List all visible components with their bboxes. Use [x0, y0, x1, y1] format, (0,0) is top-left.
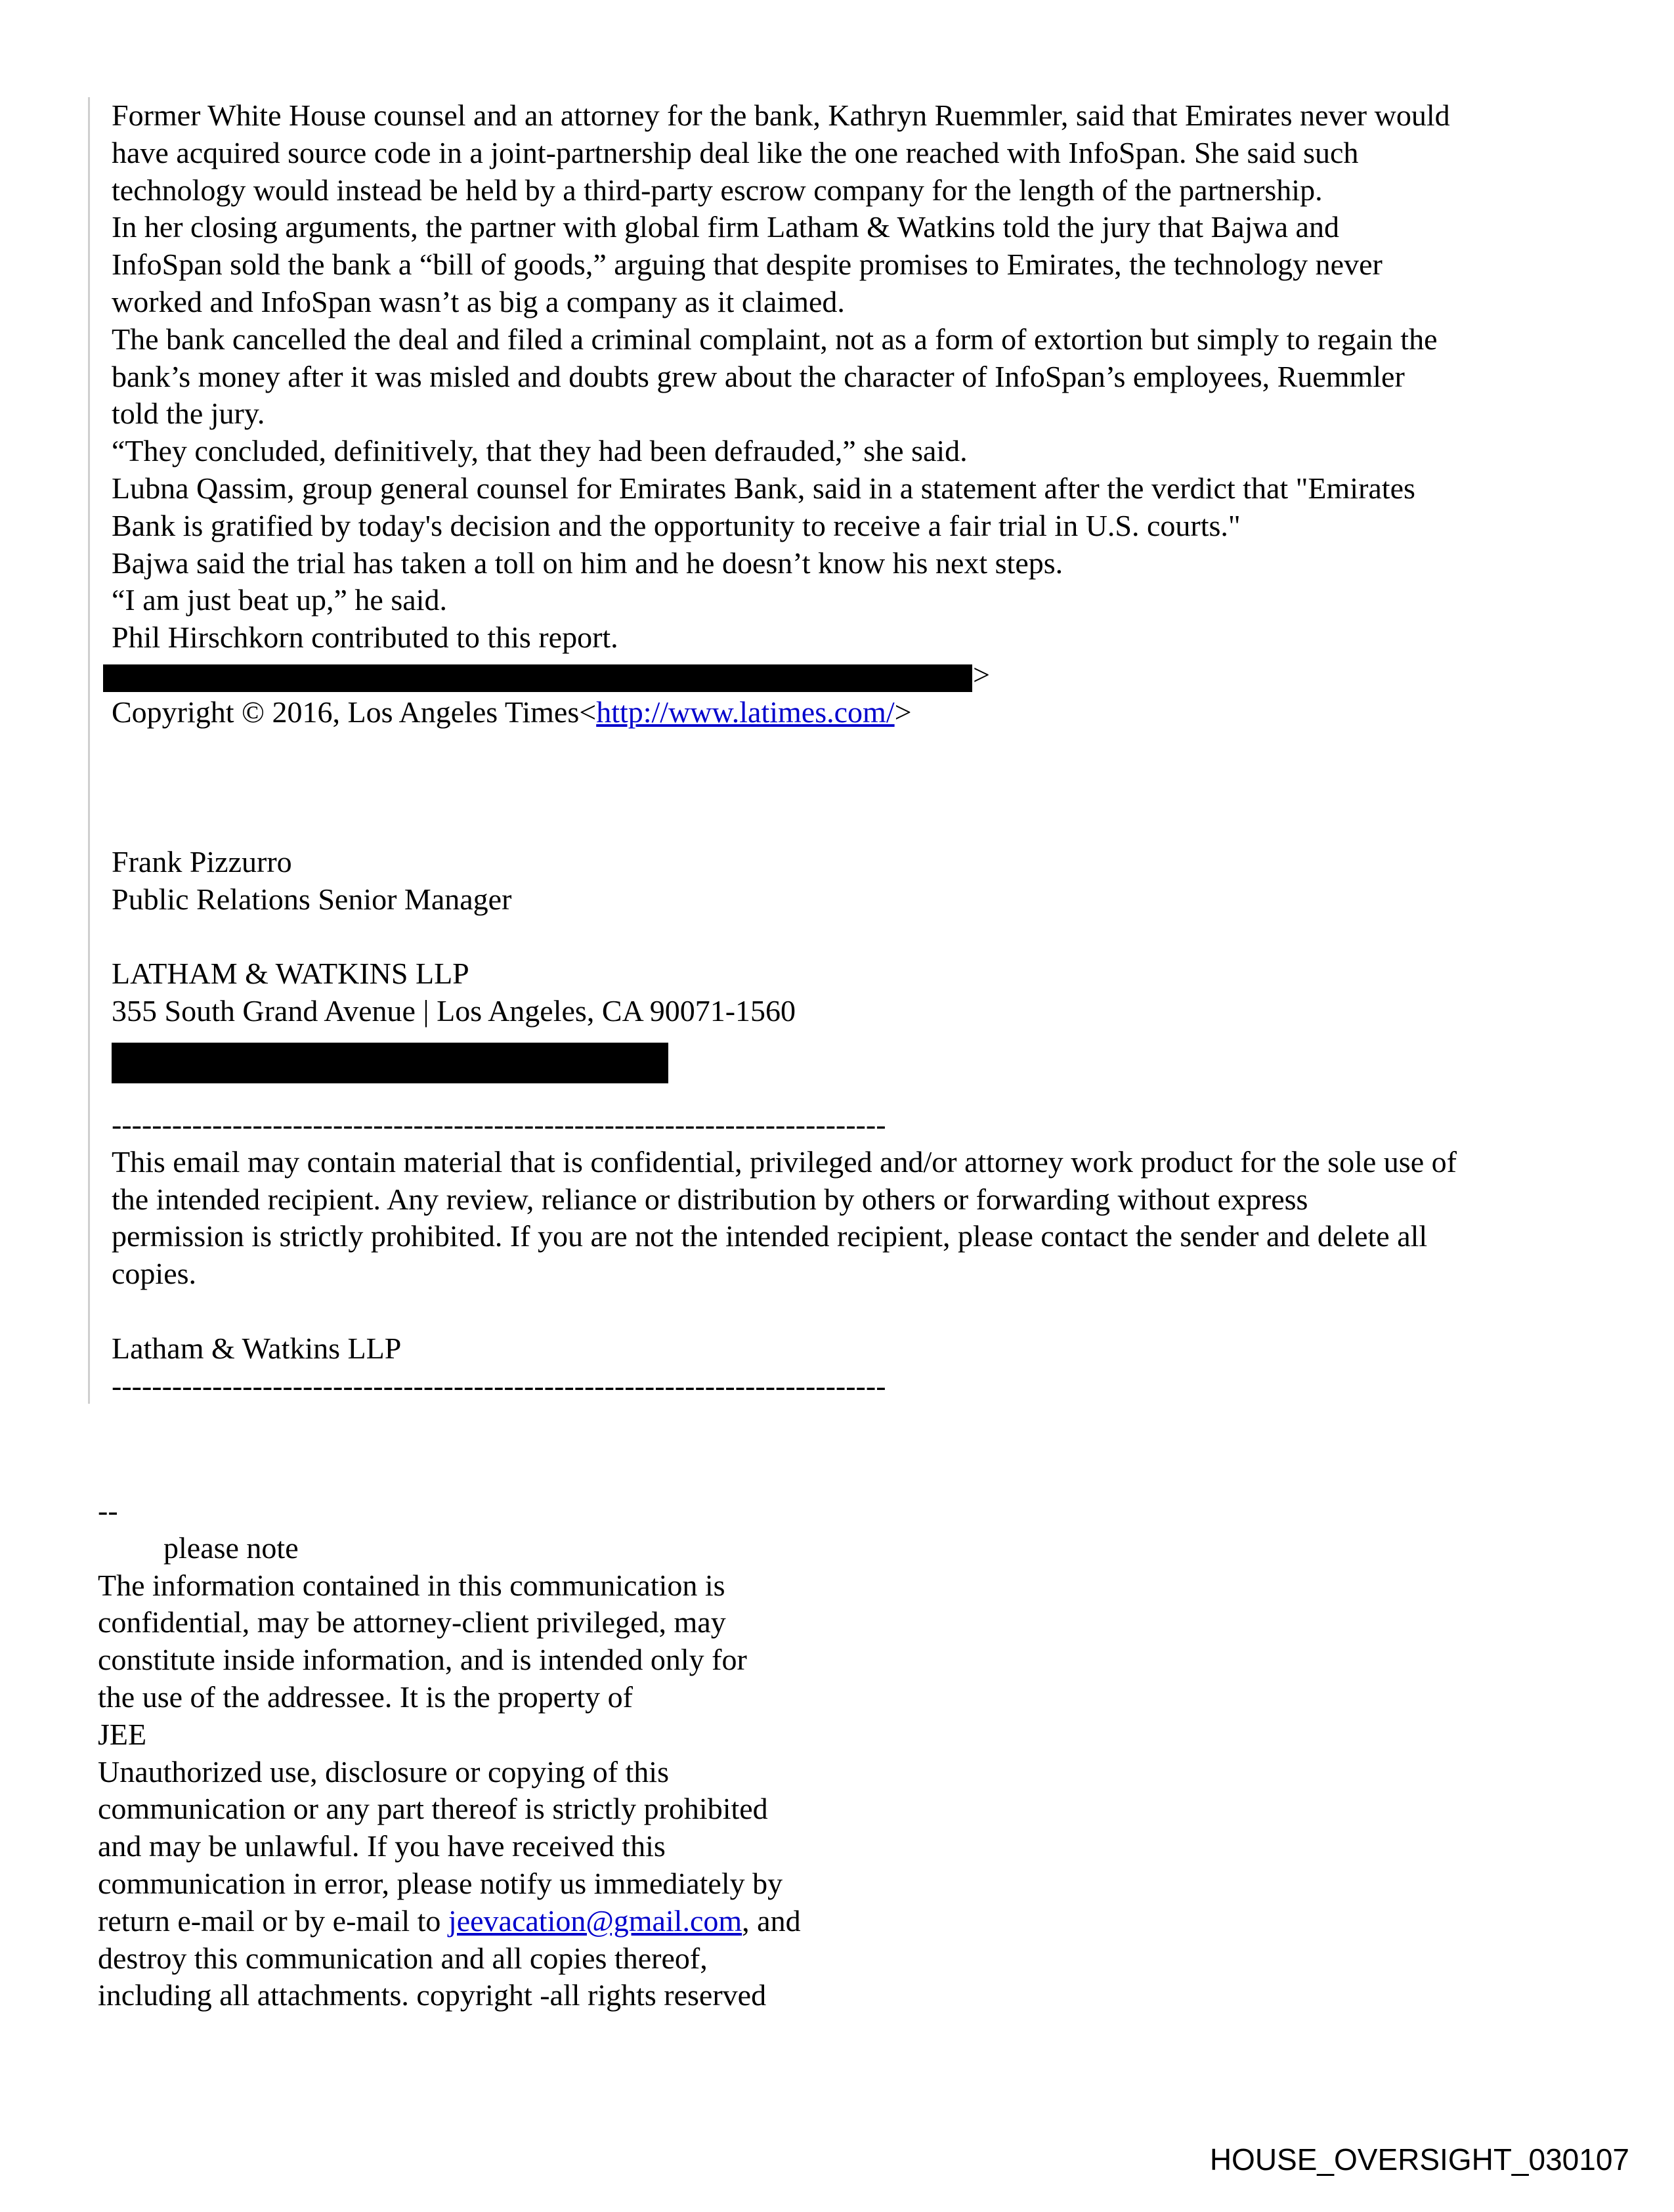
text-line: the intended recipient. Any review, reliance or distribution by others or forwarding without express [112, 1182, 1308, 1216]
redaction-box [112, 1043, 668, 1083]
text-line: In her closing arguments, the partner with global firm Latham & Watkins told the jury that Bajwa and [112, 210, 1339, 244]
signature-address: 355 South Grand Avenue | Los Angeles, CA 90071-1560 [112, 994, 796, 1028]
copyright-suffix: > [894, 695, 912, 729]
copyright-line [112, 694, 1450, 731]
text-line: communication or any part thereof is strictly prohibited [98, 1792, 768, 1826]
bates-number: HOUSE_OVERSIGHT_030107 [1209, 2142, 1629, 2177]
signature-name: Frank Pizzurro [112, 845, 292, 878]
text-line: including all attachments. copyright -all rights reserved [98, 1978, 767, 2012]
text-line: technology would instead be held by a third-party escrow company for the length of the partnership. [112, 173, 1323, 207]
text-line: Unauthorized use, disclosure or copying of this [98, 1754, 669, 1789]
text-line: worked and InfoSpan wasn’t as big a company as it claimed. [112, 284, 845, 318]
text-line: The bank cancelled the deal and filed a criminal complaint, not as a form of extortion but simply to regain the [112, 322, 1438, 356]
text-line: the use of the addressee. It is the property of [98, 1680, 633, 1714]
email-line [98, 1903, 801, 1940]
text-line: Bank is gratified by today's decision and the opportunity to receive a fair trial in U.S. courts." [112, 508, 1241, 542]
email-suffix: , and [742, 1903, 801, 1938]
latimes-link[interactable]: http://www.latimes.com/ [596, 695, 895, 729]
text-line: Former White House counsel and an attorney for the bank, Kathryn Ruemmler, said that Emirates never would [112, 98, 1450, 132]
signature-separator: -- [98, 1494, 118, 1527]
text-line: bank’s money after it was misled and doubts grew about the character of InfoSpan’s employees, Ruemmler [112, 359, 1405, 393]
signature-title: Public Relations Senior Manager [112, 882, 512, 916]
divider: ----------------------------------------------------------------------------- [112, 1368, 886, 1402]
text-line: The information contained in this communication is [98, 1568, 725, 1602]
text-line: Bajwa said the trial has taken a toll on him and he doesn’t know his next steps. [112, 546, 1063, 580]
copyright-text: Copyright © 2016, Los Angeles Times< [112, 695, 597, 729]
quote-bar [88, 97, 90, 1404]
text-line: “They concluded, definitively, that they had been defrauded,” she said. [112, 434, 968, 468]
text-line: confidential, may be attorney-client privileged, may [98, 1605, 726, 1639]
signature-firm: LATHAM & WATKINS LLP [112, 957, 469, 991]
redaction-box [103, 664, 972, 692]
redacted-link-suffix: > [973, 657, 990, 691]
article-text [112, 97, 1450, 731]
divider: ----------------------------------------------------------------------------- [112, 1108, 886, 1141]
email-prefix: return e-mail or by e-mail to [98, 1903, 448, 1938]
text-line: JEE [98, 1717, 147, 1751]
footer-note [98, 1492, 801, 2014]
text-line: have acquired source code in a joint-partnership deal like the one reached with InfoSpan. She said such [112, 135, 1359, 169]
disclaimer-firm: Latham & Watkins LLP [112, 1331, 402, 1365]
text-line: Phil Hirschkorn contributed to this report. [112, 620, 618, 655]
text-line: Lubna Qassim, group general counsel for Emirates Bank, said in a statement after the verdict that "Emirates [112, 471, 1415, 505]
text-line: told the jury. [112, 397, 265, 431]
text-line: permission is strictly prohibited. If you are not the intended recipient, please contact the sender and delete all [112, 1219, 1428, 1253]
email-link[interactable]: jeevacation@gmail.com [448, 1903, 742, 1938]
text-line: This email may contain material that is confidential, privileged and/or attorney work product for the sole use of [112, 1144, 1457, 1179]
text-line: InfoSpan sold the bank a “bill of goods,” arguing that despite promises to Emirates, the technology never [112, 248, 1383, 282]
text-line: destroy this communication and all copies thereof, [98, 1941, 708, 1975]
note-heading: please note [163, 1530, 299, 1565]
disclaimer [112, 1106, 1457, 1404]
text-line: communication in error, please notify us immediately by [98, 1866, 783, 1900]
signature [112, 844, 796, 1030]
text-line: constitute inside information, and is intended only for [98, 1643, 747, 1677]
text-line: “I am just beat up,” he said. [112, 583, 447, 617]
text-line: copies. [112, 1257, 197, 1291]
text-line: and may be unlawful. If you have received this [98, 1829, 666, 1863]
